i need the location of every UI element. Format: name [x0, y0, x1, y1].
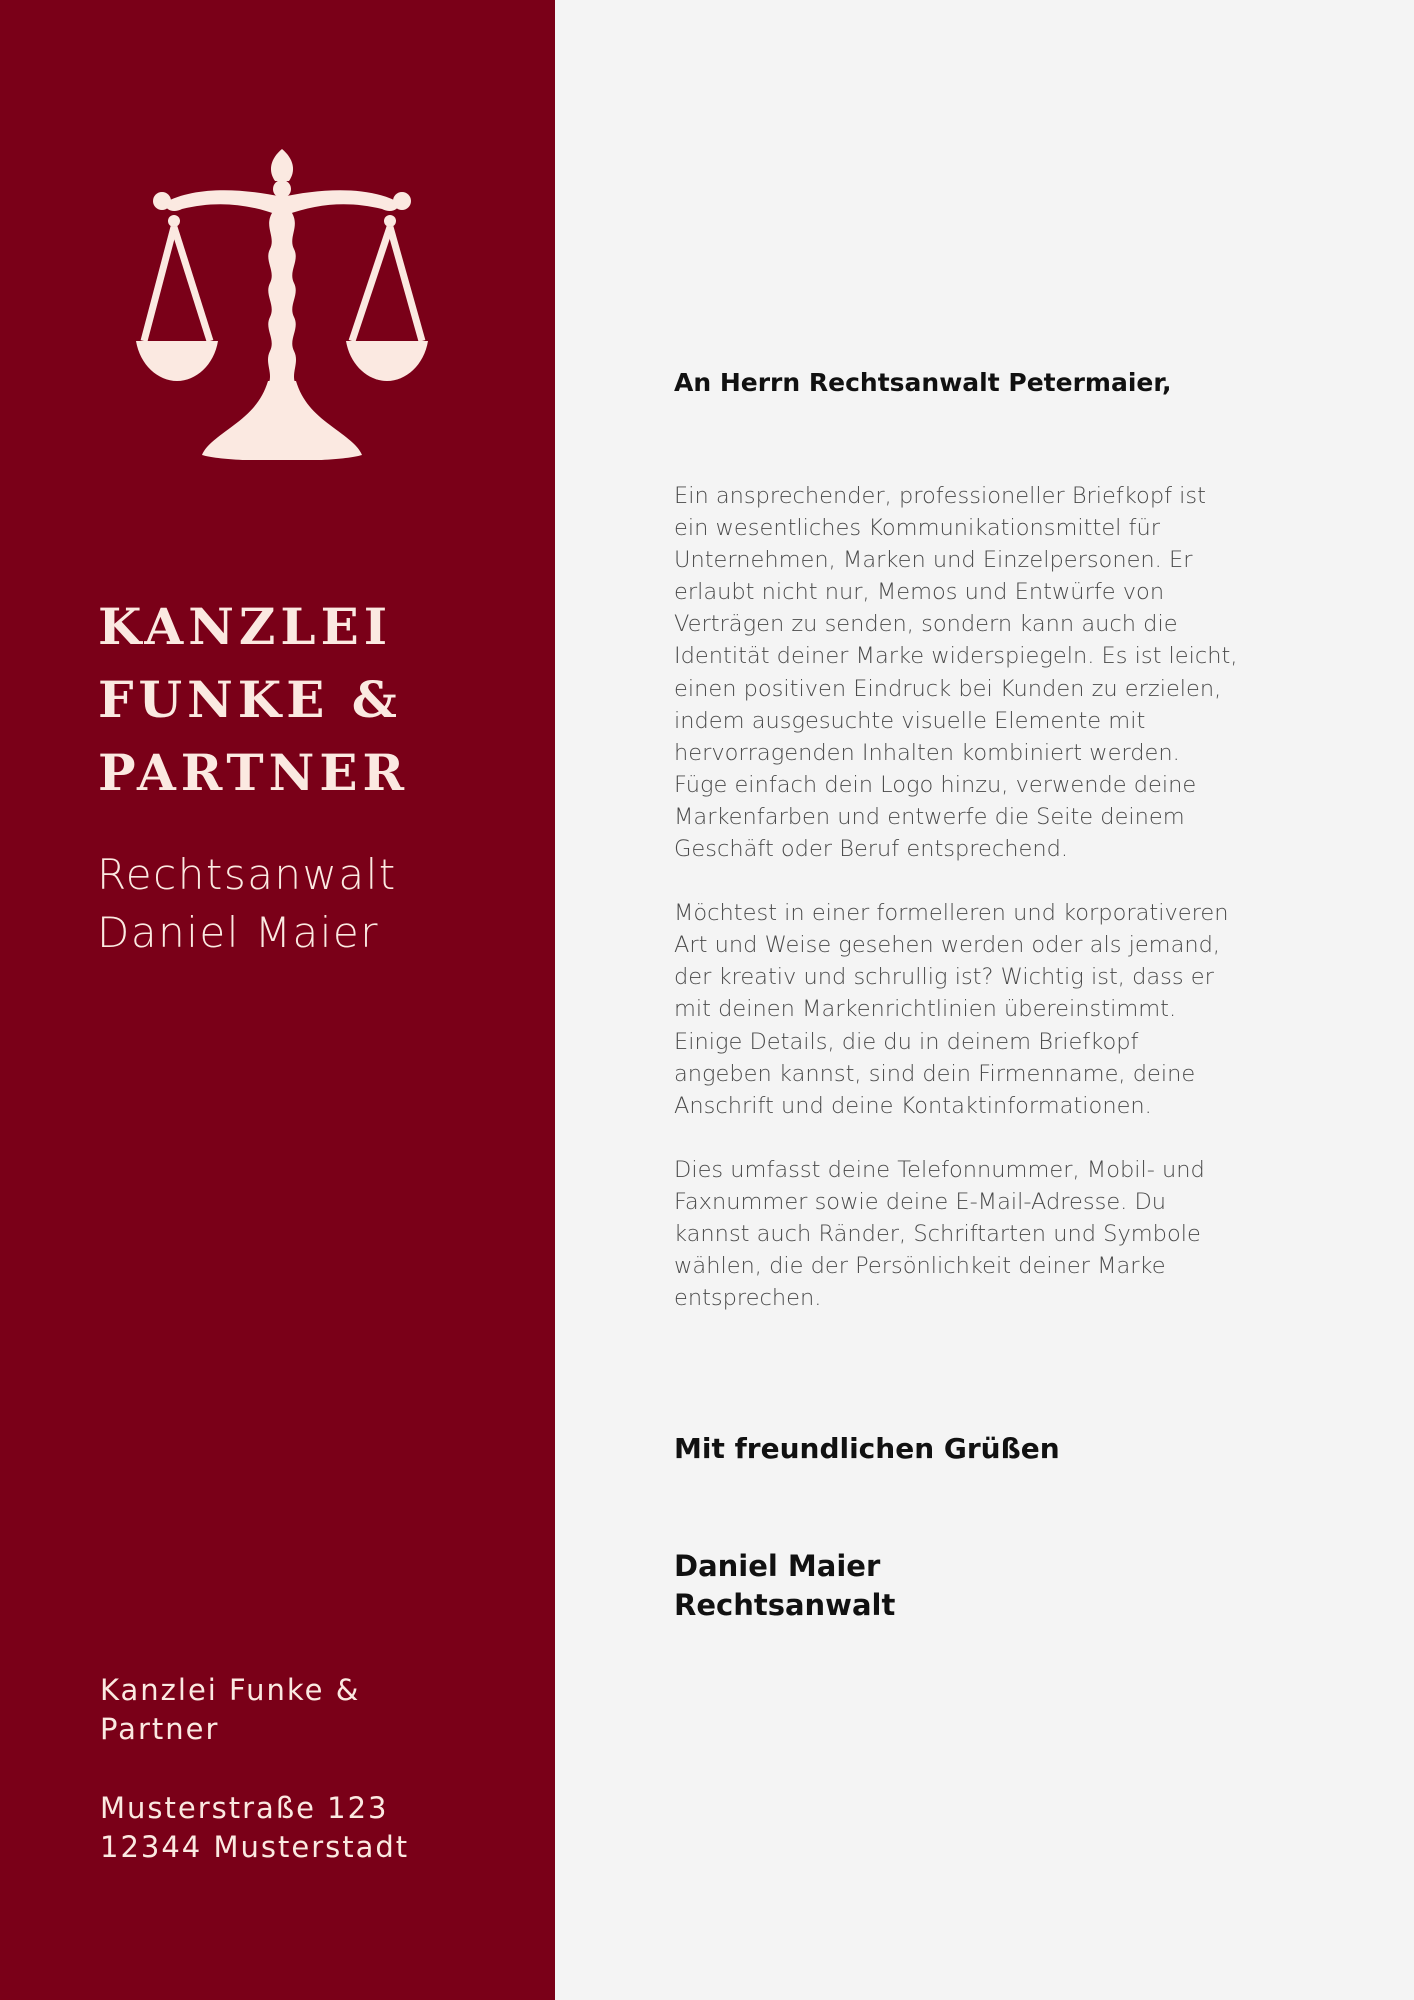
address-firm-line: Kanzlei Funke & [100, 1673, 361, 1707]
text-line: indem ausgesuchte visuelle Elemente mit [674, 707, 1146, 734]
text-line: mit deinen Markenrichtlinien übereinstimmt. [674, 996, 1177, 1023]
text-line: angeben kannst, sind dein Firmenname, deine [674, 1060, 1196, 1087]
text-line: hervorragenden Inhalten kombiniert werden. [674, 739, 1180, 766]
lawyer-role: Rechtsanwalt [97, 850, 397, 899]
text-line: Füge einfach dein Logo hinzu, verwende deine [674, 771, 1197, 798]
text-line: Markenfarben und entwerfe die Seite deinem [674, 803, 1185, 830]
letterhead-sidebar [0, 0, 555, 2000]
text-line: Dies umfasst deine Telefonnummer, Mobil- und [674, 1156, 1205, 1183]
firm-title [98, 590, 538, 809]
text-line: Möchtest in einer formelleren und korporativeren [674, 900, 1229, 927]
text-line: Ein ansprechender, professioneller Briefkopf ist [674, 483, 1206, 509]
firm-title-line: KANZLEI [98, 597, 393, 656]
signature-title: Rechtsanwalt [674, 1588, 896, 1622]
paragraph [674, 1154, 1324, 1314]
text-line: einen positiven Eindruck bei Kunden zu erzielen, [674, 675, 1222, 702]
firm-title-line: FUNKE & [98, 670, 402, 729]
signature-name: Daniel Maier [674, 1549, 881, 1583]
letter-text [674, 480, 1324, 1346]
text-line: Verträgen zu senden, sondern kann auch die [674, 611, 1178, 638]
paragraph [674, 897, 1324, 1122]
lawyer-name [97, 846, 537, 962]
scales-of-justice-icon [136, 145, 428, 460]
text-line: der kreativ und schrullig ist? Wichtig ist, dass er [674, 964, 1214, 991]
text-line: kannst auch Ränder, Schriftarten und Symbole [674, 1220, 1201, 1247]
text-line: Unternehmen, Marken und Einzelpersonen. Er [674, 547, 1193, 574]
text-line: ein wesentliches Kommunikationsmittel für [674, 515, 1160, 542]
address-street: Musterstraße 123 [100, 1791, 389, 1825]
text-line: Identität deiner Marke widerspiegeln. Es ist leicht, [674, 643, 1238, 670]
text-line: wählen, die der Persönlichkeit deiner Marke [674, 1253, 1166, 1280]
text-line: Geschäft oder Beruf entsprechend. [674, 836, 1069, 863]
text-line: Anschrift und deine Kontaktinformationen. [674, 1092, 1152, 1119]
signature-block [674, 1547, 895, 1625]
address-firm-line: Partner [100, 1712, 220, 1746]
address-city: 12344 Musterstadt [100, 1830, 410, 1864]
firm-address [100, 1671, 540, 1867]
text-line: Art und Weise gesehen werden oder als jemand, [674, 932, 1221, 959]
salutation: An Herrn Rechtsanwalt Petermaier, [674, 368, 1172, 397]
text-line: entsprechen. [674, 1285, 822, 1312]
lawyer-fullname: Daniel Maier [97, 908, 379, 957]
text-line: Einige Details, die du in deinem Briefkopf [674, 1028, 1139, 1055]
paragraph [674, 480, 1324, 865]
address-spacer [100, 1749, 540, 1789]
text-line: erlaubt nicht nur, Memos und Entwürfe von [674, 579, 1165, 606]
text-line: Faxnummer sowie deine E-Mail-Adresse. Du [674, 1188, 1167, 1215]
firm-title-line: PARTNER [98, 743, 410, 802]
closing: Mit freundlichen Grüßen [674, 1432, 1060, 1465]
